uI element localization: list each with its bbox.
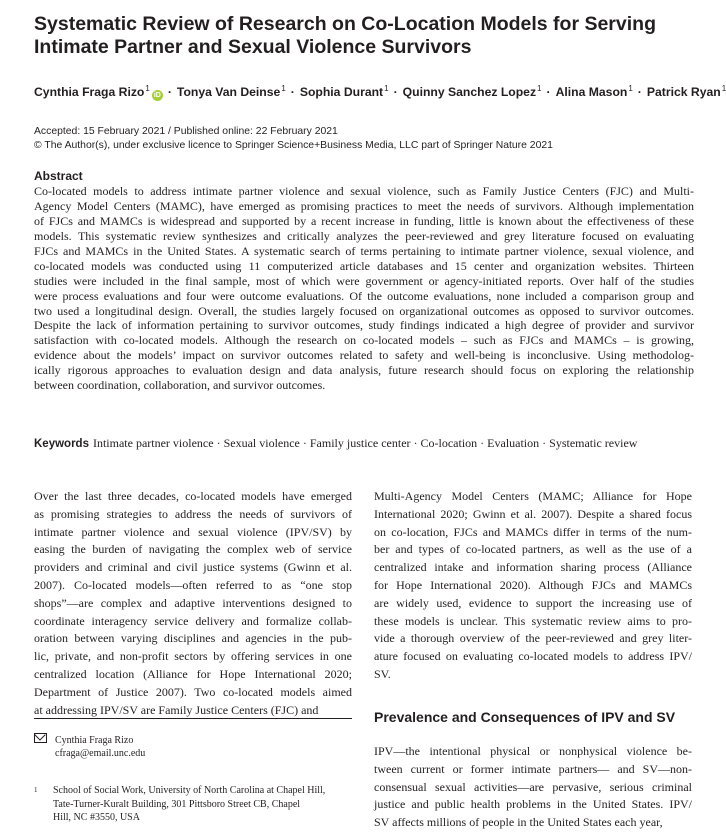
text-line: vide a thorough overview of the peer-reviewed and grey liter-	[374, 631, 692, 646]
text-line: Despite the lack of information pertaining to survivor outcomes, study findings indicated a high degree of provider and survivor	[34, 318, 694, 333]
author-affiliation-marker: 1	[145, 84, 150, 93]
text-line: of FJCs and MAMCs is widespread and supported by a recent increase in funding, little is known about the effectiveness of these	[34, 213, 694, 228]
author-name[interactable]: Cynthia Fraga Rizo	[34, 85, 145, 99]
author-list	[34, 84, 726, 101]
author-name[interactable]: Sophia Durant	[299, 85, 384, 99]
text-line: justice and public health problems in the United States. IPV/	[374, 797, 692, 812]
text-line: Multi-Agency Model Centers (MAMC; Alliance for Hope	[374, 489, 692, 503]
contact-email[interactable]: cfraga@email.unc.edu	[55, 748, 146, 759]
text-line: ature focused on evaluating co-located models to address IPV/	[374, 649, 692, 664]
text-line: are widely used, evidence to support the increasing use of	[374, 595, 692, 610]
title-line-1: Systematic Review of Research on Co-Location Models for Serving	[34, 13, 656, 35]
envelope-icon	[34, 733, 47, 743]
article-title	[34, 13, 694, 59]
text-line: co-located models was conducted using 11 computerized article databases and 15 center and organization websites. Thirteen	[34, 258, 694, 273]
publication-dates	[34, 125, 553, 152]
text-line: SV affects millions of people in the United States each year,	[374, 815, 663, 830]
text-line: 2007). Co-located models—often referred to as “one stop	[34, 577, 352, 592]
text-line: lic, private, and non-profit sectors by offering services in one	[34, 649, 352, 664]
text-line: providers and criminal and civil justice systems (Gwinn et al.	[34, 560, 352, 575]
text-line: at addressing IPV/SV are Family Justice Centers (FJC) and	[34, 702, 319, 717]
text-line: FJCs and MAMCs in the United States. A systematic search of terms pertaining to intimate partner violence, sexual violence, and	[34, 243, 694, 258]
author-separator: ·	[546, 85, 551, 99]
author-affiliation-marker: 1	[281, 84, 286, 93]
orcid-icon[interactable]: iD	[153, 92, 161, 99]
body-column-right-bottom	[374, 743, 692, 832]
author-separator: ·	[637, 85, 642, 99]
text-line: centralized intake and information sharing process (Alliance	[374, 560, 692, 575]
keywords-heading: Keywords	[34, 438, 89, 450]
accepted-published-line: Accepted: 15 February 2021 / Published online: 22 February 2021	[34, 126, 338, 137]
author-separator: ·	[167, 85, 172, 99]
author-affiliation-marker: 1	[384, 84, 389, 93]
text-line: Agency Model Centers (MAMC), have emerged as promising practices to meet the needs of survivors. Although implementation	[34, 198, 694, 213]
author-name[interactable]: Alina Mason	[555, 85, 628, 99]
text-line: consensual sexual activities—are pervasive, serious criminal	[374, 779, 692, 794]
author-affiliation-marker: 1	[721, 84, 726, 93]
text-line: ber and types of co-located partners, as well as the use of a	[374, 542, 692, 557]
text-line: as promising strategies to address the needs of survivors of	[34, 506, 352, 521]
text-line: intimate partner violence and sexual violence (IPV/SV) by	[34, 524, 352, 539]
text-line: coordinate interagency service delivery and formalize collab-	[34, 613, 352, 628]
text-line: evidence about the models’ impact on survivor outcomes related to safety and well-being is inconclusive. Using methodolog-	[34, 348, 694, 363]
corresponding-author	[34, 733, 145, 760]
body-column-left	[34, 488, 352, 719]
text-line: these models is unclear. This systematic review aims to pro-	[374, 613, 692, 628]
text-line: between coordination, collaboration, and survivor outcomes.	[34, 378, 326, 393]
text-line: easing the burden of navigating the complex web of service	[34, 542, 352, 557]
footnote-divider	[34, 718, 352, 719]
author-separator: ·	[393, 85, 398, 99]
text-line: School of Social Work, University of North Carolina at Chapel Hill,	[53, 785, 326, 796]
section-heading: Prevalence and Consequences of IPV and SV	[374, 709, 676, 725]
affiliation	[34, 784, 326, 823]
affiliation-marker: 1	[34, 786, 38, 794]
contact-name: Cynthia Fraga Rizo	[55, 735, 134, 746]
text-line: Tate-Turner-Kuralt Building, 301 Pittsboro Street CB, Chapel	[53, 798, 301, 810]
title-line-2: Intimate Partner and Sexual Violence Survivors	[34, 36, 472, 58]
text-line: Department of Justice 2007). Two co-located models aimed	[34, 684, 352, 699]
text-line: models. This systematic review synthesizes and critically analyzes the peer-reviewed and grey literature focused on evaluating	[34, 228, 694, 243]
text-line: shops”—are complex and adaptive interventions designed to	[34, 595, 352, 610]
text-line: satisfaction with co-located models. Although the research on co-located models – such as FJCs and MAMCs – is growing,	[34, 333, 694, 348]
text-line: were process evaluations and four were outcome evaluations. Of the outcome evaluations, none included a comparison group and	[34, 288, 694, 303]
keywords	[34, 436, 714, 451]
text-line: Over the last three decades, co-located models have emerged	[34, 489, 352, 503]
copyright-line: © The Author(s), under exclusive licence to Springer Science+Business Media, LLC part of Springer Nature 2021	[34, 139, 553, 151]
abstract-heading: Abstract	[34, 169, 83, 183]
author-name[interactable]: Patrick Ryan	[646, 85, 721, 99]
author-affiliation-marker: 1	[537, 84, 542, 93]
text-line: on co-location, FJCs and MAMCs differ in terms of the num-	[374, 524, 692, 539]
text-line: tween current or former intimate partners— and SV—non-	[374, 761, 692, 776]
text-line: two used a longitudinal design. Overall, the studies largely focused on organizational outcomes as opposed to survivor outcomes.	[34, 303, 694, 318]
text-line: International 2020; Gwinn et al. 2007). Despite a shared focus	[374, 506, 692, 521]
text-line: oration between varying disciplines and agencies in the pub-	[34, 631, 352, 646]
text-line: studies were included in the final sample, most of which were government or agency-initiated reports. Over half of the studies	[34, 273, 694, 288]
text-line: ically rigorous approaches to evaluation design and data analysis, future research should focus on exploring the relationship	[34, 363, 694, 378]
body-column-right-top	[374, 488, 692, 684]
abstract-text	[34, 184, 694, 393]
author-affiliation-marker: 1	[628, 84, 633, 93]
affiliation-lines	[53, 784, 325, 825]
text-line: SV.	[374, 666, 391, 681]
text-line: centralized location (Alliance for Hope International 2020;	[34, 666, 352, 681]
author-name[interactable]: Tonya Van Deinse	[176, 85, 281, 99]
text-line: for Hope International 2020). Although FJCs and MAMCs	[374, 577, 692, 592]
keywords-text: Intimate partner violence · Sexual violence · Family justice center · Co-location · Evaluation · Systematic review	[92, 436, 638, 450]
author-separator: ·	[290, 85, 295, 99]
text-line: Hill, NC #3550, USA	[53, 812, 140, 823]
text-line: Co-located models to address intimate partner violence and sexual violence, such as Family Justice Centers (FJC) and Multi-	[34, 184, 694, 198]
text-line: IPV—the intentional physical or nonphysical violence be-	[374, 744, 692, 758]
author-name[interactable]: Quinny Sanchez Lopez	[402, 85, 537, 99]
